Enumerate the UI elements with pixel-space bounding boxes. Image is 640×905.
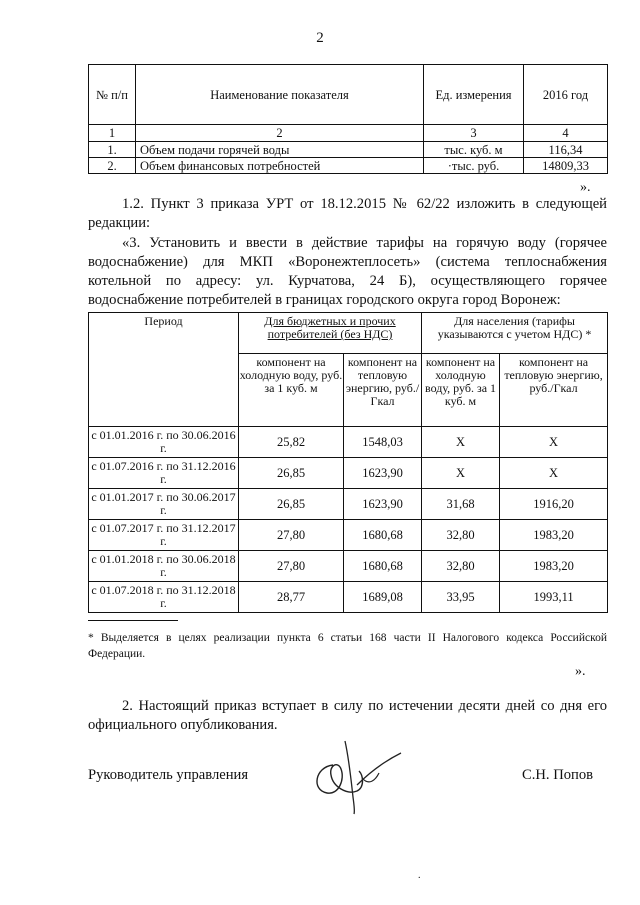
cold-value: 26,85 <box>239 489 344 520</box>
indicator-name: Объем подачи горячей воды <box>136 142 424 158</box>
heat-pop-value: 1916,20 <box>500 489 608 520</box>
heat-value: 1680,68 <box>344 551 422 582</box>
heat-value: 1689,08 <box>344 582 422 613</box>
table-row <box>89 158 608 174</box>
budget-group-header: Для бюджетных и прочих потребителей (без НДС) <box>239 313 422 354</box>
table-row <box>89 551 608 582</box>
paragraph-1-2: 1.2. Пункт 3 приказа УРТ от 18.12.2015 № 62/22 изложить в следующей редакции: <box>88 196 607 231</box>
heat-pop-value: 1983,20 <box>500 551 608 582</box>
heat-pop-value: X <box>500 458 608 489</box>
header-cell: 2016 год <box>524 65 608 125</box>
value: 14809,33 <box>524 158 608 174</box>
column-number: 1 <box>89 125 136 142</box>
heat-value: 1623,90 <box>344 458 422 489</box>
cold-pop-value: X <box>422 427 500 458</box>
period: с 01.01.2018 г. по 30.06.2018 г. <box>89 551 239 582</box>
volumes-table <box>88 64 608 174</box>
column-number: 3 <box>424 125 524 142</box>
heat-value: 1623,90 <box>344 489 422 520</box>
period-header: Период <box>89 313 239 427</box>
cold-pop-value: X <box>422 458 500 489</box>
value: 116,34 <box>524 142 608 158</box>
period: с 01.01.2017 г. по 30.06.2017 г. <box>89 489 239 520</box>
subheader-heat-pop: компонент на тепловую энергию, руб./Гкал <box>500 354 608 427</box>
table-row <box>89 142 608 158</box>
subheader-heat: компонент на тепловую энергию, руб./Гкал <box>344 354 422 427</box>
unit: тыс. куб. м <box>424 142 524 158</box>
cold-pop-value: 32,80 <box>422 551 500 582</box>
tariff-table-header <box>89 313 608 354</box>
table-row <box>89 489 608 520</box>
table-row <box>89 582 608 613</box>
cold-value: 28,77 <box>239 582 344 613</box>
paragraph-3: «3. Установить и ввести в действие тарифы на горячую воду (горячее водоснабжение) для МКП «Воронежтеплосеть» (система теплоснабжения котельной по адресу: ул. Курчатова, 24 Б), осуществляющего горячее водоснабжение потребителей в границах городского округа город Воронеж: <box>88 235 607 308</box>
cold-value: 26,85 <box>239 458 344 489</box>
subheader-cold-pop: компонент на холодную воду, руб. за 1 куб. м <box>422 354 500 427</box>
period: с 01.01.2016 г. по 30.06.2016 г. <box>89 427 239 458</box>
unit: ·тыс. руб. <box>424 158 524 174</box>
cold-pop-value: 31,68 <box>422 489 500 520</box>
table-row <box>89 427 608 458</box>
cold-value: 25,82 <box>239 427 344 458</box>
paragraph-2: 2. Настоящий приказ вступает в силу по истечении десяти дней со дня его официального опубликования. <box>88 698 607 733</box>
indicator-name: Объем финансовых потребностей <box>136 158 424 174</box>
heat-value: 1548,03 <box>344 427 422 458</box>
handwritten-signature <box>305 735 410 815</box>
column-number: 2 <box>136 125 424 142</box>
header-cell: Ед. измерения <box>424 65 524 125</box>
column-number: 4 <box>524 125 608 142</box>
footnote: * Выделяется в целях реализации пункта 6 статьи 168 части II Налогового кодекса Российской Федерации. <box>88 632 607 660</box>
cold-value: 27,80 <box>239 520 344 551</box>
page-number: 2 <box>316 30 324 46</box>
cold-pop-value: 32,80 <box>422 520 500 551</box>
closing-quote: ». <box>580 180 591 195</box>
period: с 01.07.2016 г. по 31.12.2016 г. <box>89 458 239 489</box>
stray-mark: . <box>418 870 421 881</box>
signatory-name: С.Н. Попов <box>522 767 594 783</box>
row-number: 1. <box>89 142 136 158</box>
table-row <box>89 520 608 551</box>
footnote-divider <box>88 620 178 621</box>
tariff-table <box>88 312 608 613</box>
cold-pop-value: 33,95 <box>422 582 500 613</box>
heat-pop-value: X <box>500 427 608 458</box>
volumes-table-header <box>89 65 608 125</box>
column-number-row <box>89 125 608 142</box>
heat-pop-value: 1983,20 <box>500 520 608 551</box>
cold-value: 27,80 <box>239 551 344 582</box>
table-row <box>89 458 608 489</box>
period: с 01.07.2017 г. по 31.12.2017 г. <box>89 520 239 551</box>
subheader-cold: компонент на холодную воду, руб. за 1 куб. м <box>239 354 344 427</box>
header-cell: № п/п <box>89 65 136 125</box>
row-number: 2. <box>89 158 136 174</box>
period: с 01.07.2018 г. по 31.12.2018 г. <box>89 582 239 613</box>
heat-pop-value: 1993,11 <box>500 582 608 613</box>
population-group-header: Для населения (тарифы указываются с учетом НДС) * <box>422 313 608 354</box>
closing-quote: ». <box>575 664 586 679</box>
signatory-title: Руководитель управления <box>88 767 249 783</box>
header-cell: Наименование показателя <box>136 65 424 125</box>
heat-value: 1680,68 <box>344 520 422 551</box>
